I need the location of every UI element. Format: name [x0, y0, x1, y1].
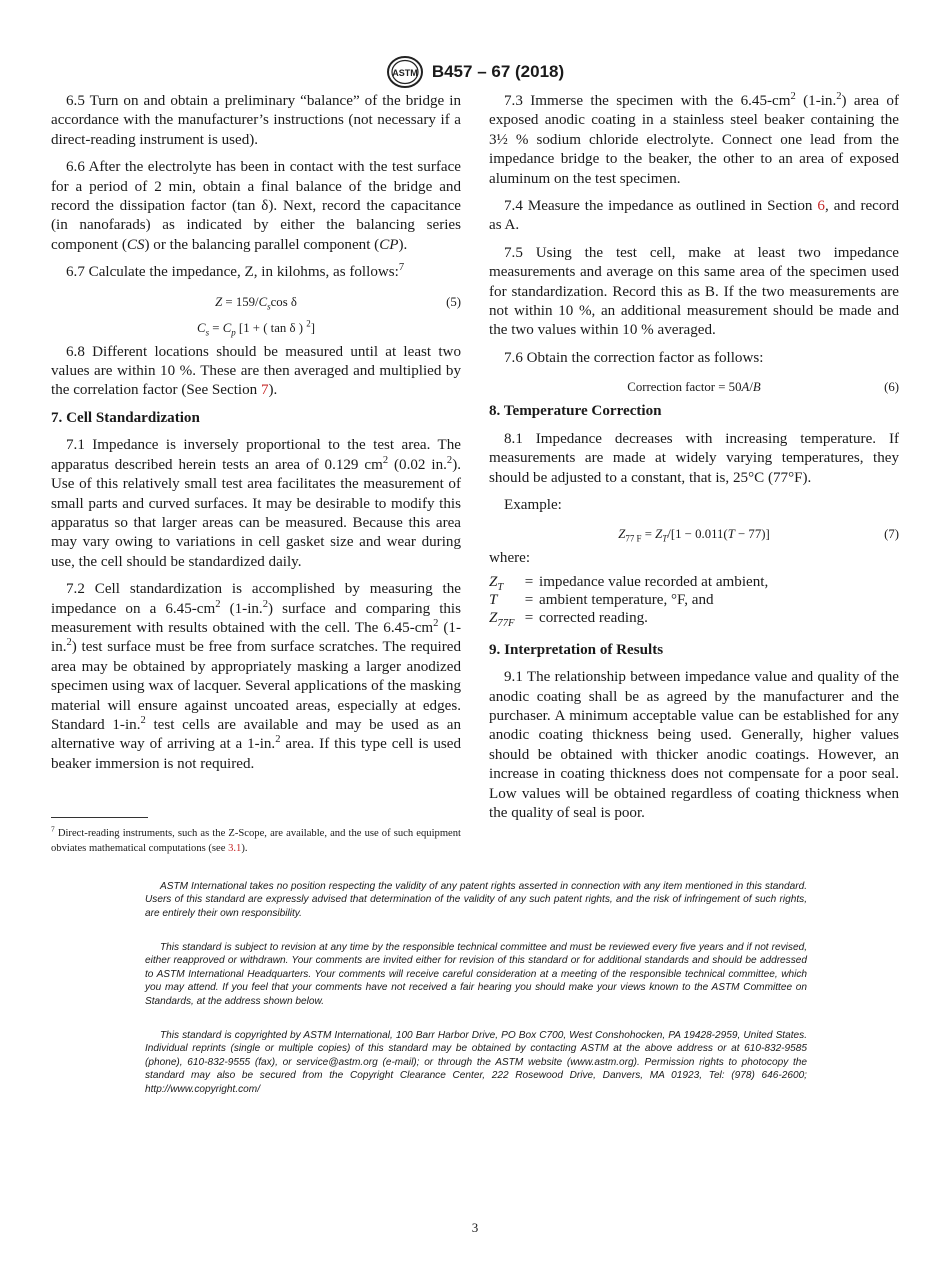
section-7-2: 7.2 Cell standardization is accomplished by measuring the impedance on a $6.45-cm^2$ (1-in.$^2$) surface and comparing this measurement with results obtained with the cell. The $6.45-cm^2$ (1-in.$^2$) test surface must be free from surface scratches. The required area may be obtained by appropriately masking a larger anodized specimen using wax of lacquer. Several applications of the masking material will ensure against uncoated areas, especially at edges. Standard 1-in.$^2$ test cells are available and may be used as an alternative way of arriving at a 1-in.$^2$ area. If this type cell is used beaker immersion is not required. [51, 581, 462, 772]
logo-text: ASTM [392, 68, 418, 78]
equation-5-body: $Z = 159/C_s\cos$ δ [215, 294, 297, 312]
equation-5b-body: $C_s = C_p$ [1 + ( tan δ ) $^2$] [197, 318, 315, 338]
footnote-7: $^7$ Direct-reading instruments, such as the Z-Scope, are available, and the use of such equipment obviates mathematical computations (see 3.1). [51, 824, 461, 854]
section-6-8: 6.8 Different locations should be measured until at least two values are within 10 %. These are then averaged and multiplied by the correlation factor (See Section 7). [51, 343, 461, 399]
where-row: $Z_T$ = impedance value recorded at ambient, [489, 573, 769, 593]
definition-zt: impedance value recorded at ambient, [539, 573, 769, 590]
section-9-1: 9.1 The relationship between impedance value and quality of the anodic coating shall be as agreed by the manufacturer and the purchaser. A minimum acceptable value can be established for any anodic coating thickness being used. Generally, higher values should be obtained with thicker anodic coatings. However, an increase in coating thickness does not compensate for a poor seal. Low values will be obtained regardless of coating thickness when the quality of seal is poor. [489, 669, 899, 821]
footnote-rule [51, 817, 148, 818]
definition-t: ambient temperature, °F, and [539, 591, 714, 608]
right-column [489, 92, 899, 831]
document-title: B457 – 67 (2018) [431, 62, 565, 81]
equation-6-body: Correction factor = 50A/B [627, 380, 761, 395]
section-6-7: 6.7 Calculate the impedance, Z, in kilohms, as follows:$^7$ [66, 262, 405, 281]
definition-z77f: corrected reading. [539, 609, 648, 626]
where-row: $Z_{77F}$ = corrected reading. [489, 609, 768, 627]
where-row: T = ambient temperature, °F, and [489, 591, 768, 609]
equation-6 [489, 376, 899, 398]
section-7-4: 7.4 Measure the impedance as outlined in Section 6, and record as A. [489, 198, 899, 234]
section-7-link[interactable]: 7 [260, 382, 269, 399]
variable-definitions [489, 573, 768, 627]
equation-5b [51, 317, 461, 339]
section-7-1: 7.1 Impedance is inversely proportional to the test area. The apparatus described herein tests an area of 0.129 $cm^2$ (0.02 in.$^2$). Use of this relatively small test area facilitates the measurement of small parts and curved surfaces. It may be desirable to modify this apparatus so that larger areas can be measured. Because this area may vary owing to variations in cell gasket size and wear during use, the cell should be standardized daily. [51, 437, 461, 570]
heading-section-7: 7. Cell Standardization [51, 409, 200, 426]
example-label: Example: [504, 496, 562, 513]
equation-5 [51, 291, 461, 313]
page-number: 3 [471, 1220, 479, 1235]
section-3-1-link[interactable]: 3.1 [228, 843, 242, 854]
section-6-link[interactable]: 6 [817, 198, 825, 215]
equation-6-number: (6) [884, 380, 899, 395]
page-header [0, 56, 950, 88]
symbol-z77f: $Z_{77F}$ [489, 609, 515, 629]
section-7-3: 7.3 Immerse the specimen with the $6.45-cm^2$ (1-in.$^2$) area of exposed anodic coating in a stainless steel beaker containing the 3½ % sodium chloride electrolyte. Connect one lead from the impedance bridge to the beaker, the other to an area of exposed aluminum on the test specimen. [489, 90, 899, 187]
section-7-6: 7.6 Obtain the correction factor as follows: [504, 349, 764, 366]
equation-7-number: (7) [884, 527, 899, 542]
section-6-6: 6.6 After the electrolyte has been in contact with the test surface for a period of 2 min, obtain a final balance of the bridge and record the dissipation factor (tan δ). Next, record the capacitance (in nanofarads) as indicated by either the balancing series component (CS) or the balancing parallel component (CP). [51, 159, 461, 253]
symbol-t: T [489, 591, 498, 608]
left-column [51, 92, 461, 782]
section-6-5: 6.5 Turn on and obtain a preliminary “balance” of the bridge in accordance with the manufacturer’s instructions (not necessary if a direct-reading instrument is used). [51, 93, 461, 148]
astm-logo [386, 56, 424, 88]
patent-notice: ASTM International takes no position respecting the validity of any patent rights asserted in connection with any item mentioned in this standard. Users of this standard are expressly advised that determination of the validity of any such patent rights, and the risk of infringement of such rights, are entirely their own responsibility. [145, 881, 807, 919]
copyright-notice: This standard is copyrighted by ASTM International, 100 Barr Harbor Drive, PO Box C700, West Conshohocken, PA 19428-2959, United States. Individual reprints (single or multiple copies) of this standard may be obtained by contacting ASTM at the above address or at 610-832-9585 (phone), 610-832-9555 (fax), or service@astm.org (e-mail); or through the ASTM website (www.astm.org). Permission rights to photocopy the standard may also be secured from the Copyright Clearance Center, 222 Rosewood Drive, Danvers, MA 01923, Tel: (978) 646-2600; http://www.copyright.com/ [145, 1030, 807, 1095]
where-label: where: [489, 550, 531, 567]
revision-notice: This standard is subject to revision at any time by the responsible technical committee and must be reviewed every five years and if not revised, either reapproved or withdrawn. Your comments are invited either for revision of this standard or for additional standards and should be addressed to ASTM International Headquarters. Your comments will receive careful consideration at a meeting of the responsible technical committee, which you may attend. If you feel that your comments have not received a fair hearing you should make your views known to the ASTM Committee on Standards, at the address shown below. [145, 942, 807, 1007]
section-8-1: 8.1 Impedance decreases with increasing temperature. If measurements are made at widely varying temperatures, they should be adjusted to a constant, that is, 25°C (77°F). [489, 430, 899, 486]
equation-7 [489, 523, 899, 545]
symbol-zt: $Z_T$ [489, 573, 504, 593]
heading-section-9: 9. Interpretation of Results [489, 641, 664, 658]
equation-7-body: $Z_{77 F} = Z_T/[1 - 0.011(T - 77)]$ [618, 527, 770, 544]
section-7-5: 7.5 Using the test cell, make at least two impedance measurements and average on this same area of the specimen used for standardization. Record this as B. If the two measurements are not within 10 %, an additional measurement should be made and the two values within 10 % averaged. [489, 244, 899, 339]
heading-section-8: 8. Temperature Correction [489, 403, 662, 420]
equation-5-label: (5) [446, 294, 461, 309]
